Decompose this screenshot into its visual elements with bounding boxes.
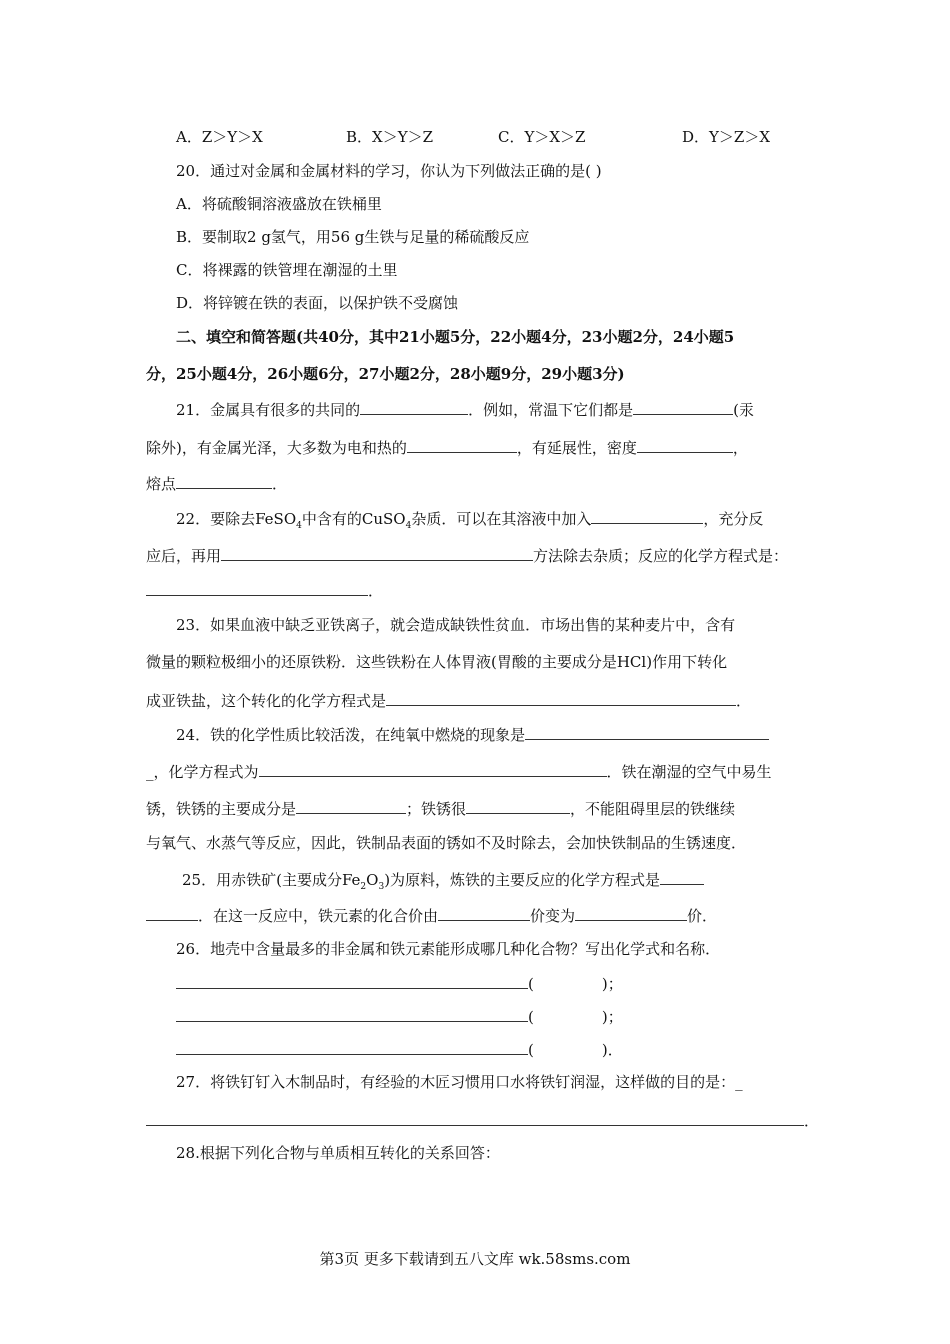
q21-text8: ．: [272, 475, 288, 493]
q26-answer-row-1: [176, 973, 810, 993]
q24-text6: ，不能阻碍里层的铁继续: [570, 800, 736, 818]
q26-open1: (: [528, 975, 534, 993]
q21-line2: [146, 437, 810, 457]
q24-text4: 锈，铁锈的主要成分是: [146, 800, 297, 818]
q23-text: 成亚铁盐，这个转化的化学方程式是: [146, 692, 387, 710]
q19-option-c: C．Y＞X＞Z: [498, 128, 586, 146]
section2-heading-line1: 二、填空和简答题(共40分，其中21小题5分，22小题4分，23小题2分，24小题5: [176, 328, 735, 346]
q26-blank2: [176, 1006, 528, 1022]
q22-sub2: 4: [405, 521, 412, 531]
q24-blank1: [525, 724, 769, 740]
q24-blank3: [296, 798, 406, 814]
q22-text5: 应后，再用: [146, 547, 222, 565]
q20-option-a: A．将硫酸铜溶液盛放在铁桶里: [176, 195, 382, 213]
q21-text6: ，: [732, 439, 748, 457]
q28-stem: 28.根据下列化合物与单质相互转化的关系回答：: [176, 1144, 500, 1162]
q22-line1: [176, 508, 810, 531]
q24-line4: 与氧气、水蒸气等反应，因此，铁制品表面的锈如不及时除去，会加快铁制品的生锈速度．: [146, 834, 747, 852]
q22-blank2: [221, 545, 533, 561]
q25-line2: [146, 905, 810, 925]
q27-blank: [146, 1110, 804, 1126]
q25-text1: 25．用赤铁矿(主要成分Fe: [182, 871, 361, 889]
q25-line1: [182, 869, 810, 892]
section2-heading-line2: 分，25小题4分，26小题6分，27小题2分，28小题9分，29小题3分): [146, 365, 625, 383]
q24-line1: [176, 724, 810, 744]
q24-text5: ；铁锈很: [406, 800, 467, 818]
q25-text3: )为原料，炼铁的主要反应的化学方程式是: [384, 871, 661, 889]
q19-option-b: B．X＞Y＞Z: [346, 128, 434, 146]
q20-option-b: B．要制取2 g氢气，用56 g生铁与足量的稀硫酸反应: [176, 228, 530, 246]
q19-option-d: D．Y＞Z＞X: [682, 128, 771, 146]
q25-blank4: [575, 905, 687, 921]
q26-answer-row-3: [176, 1039, 810, 1059]
q22-text2: 中含有的CuSO: [301, 510, 406, 528]
q19-option-a: A．Z＞Y＞X: [176, 128, 263, 146]
q22-line3: [146, 580, 810, 600]
q21-blank3: [407, 437, 517, 453]
q20-stem: 20．通过对金属和金属材料的学习，你认为下列做法正确的是( ): [176, 162, 602, 180]
q21-text1: 21．金属具有很多的共同的: [176, 401, 361, 419]
q26-blank1: [176, 973, 528, 989]
q27-period: ．: [804, 1112, 820, 1130]
q26-close1: )；: [601, 975, 623, 993]
q24-blank2: [259, 761, 607, 777]
q21-blank2: [633, 399, 733, 415]
q21-text4: 除外)，有金属光泽，大多数为电和热的: [146, 439, 407, 457]
q26-open3: (: [528, 1041, 534, 1059]
q22-text1: 22．要除去FeSO: [176, 510, 297, 528]
q22-text3: 杂质．可以在其溶液中加入: [411, 510, 592, 528]
q21-blank5: [176, 473, 272, 489]
q22-line2: [146, 545, 810, 565]
q23-line3: [146, 690, 810, 710]
q22-blank1: [591, 508, 703, 524]
q25-text4: ．在这一反应中，铁元素的化合价由: [198, 907, 439, 925]
q27-line2: [146, 1110, 820, 1130]
q25-blank3: [438, 905, 530, 921]
q23-line2: 微量的颗粒极细小的还原铁粉．这些铁粉在人体胃液(胃酸的主要成分是HCl)作用下转化: [146, 653, 728, 671]
q25-blank1: [660, 869, 704, 885]
q25-sub1: 2: [360, 882, 367, 892]
q24-text3: ．铁在潮湿的空气中易生: [606, 763, 772, 781]
q26-blank3: [176, 1039, 528, 1055]
q21-blank1: [360, 399, 468, 415]
q24-text1: 24．铁的化学性质比较活泼，在纯氧中燃烧的现象是: [176, 726, 526, 744]
q22-text7: ．: [368, 582, 384, 600]
q21-text7: 熔点: [146, 475, 177, 493]
q21-text5: ，有延展性，密度: [516, 439, 637, 457]
q25-text5: 价变为: [530, 907, 576, 925]
q24-text2: _，化学方程式为: [146, 763, 259, 781]
q22-text4: ，充分反: [703, 510, 764, 528]
q24-line2: [146, 761, 810, 781]
q27-line1: 27．将铁钉钉入木制品时，有经验的木匠习惯用口水将铁钉润湿，这样做的目的是：_: [176, 1073, 743, 1091]
q26-close3: )．: [601, 1041, 623, 1059]
q24-blank4: [466, 798, 570, 814]
q22-sub1: 4: [296, 521, 302, 531]
page-footer: 第3页 更多下载请到五八文库 wk.58sms.com: [319, 1250, 631, 1268]
q21-text2: ．例如，常温下它们都是: [468, 401, 634, 419]
q25-text2: O: [366, 871, 379, 889]
q24-line3: [146, 798, 810, 818]
q25-sub2: 3: [378, 882, 385, 892]
q26-stem: 26．地壳中含量最多的非金属和铁元素能形成哪几种化合物？写出化学式和名称．: [176, 940, 721, 958]
q26-open2: (: [528, 1008, 534, 1026]
q26-close2: )；: [601, 1008, 623, 1026]
q25-blank2: [146, 905, 198, 921]
q20-option-c: C．将裸露的铁管埋在潮湿的土里: [176, 261, 398, 279]
q20-option-d: D．将锌镀在铁的表面，以保护铁不受腐蚀: [176, 294, 459, 312]
q23-line1: 23．如果血液中缺乏亚铁离子，就会造成缺铁性贫血．市场出售的某种麦片中，含有: [176, 616, 736, 634]
q25-text6: 价．: [687, 907, 718, 925]
q22-blank3: [146, 580, 368, 596]
q21-blank4: [637, 437, 733, 453]
q23-blank: [386, 690, 736, 706]
q23-period: ．: [736, 692, 752, 710]
q22-text6: 方法除去杂质；反应的化学方程式是：: [533, 547, 789, 565]
q21-line1: [176, 399, 810, 419]
q19-options: [176, 128, 810, 146]
q26-answer-row-2: [176, 1006, 810, 1026]
q21-text3: (汞: [733, 401, 754, 419]
q21-line3: [146, 473, 810, 493]
